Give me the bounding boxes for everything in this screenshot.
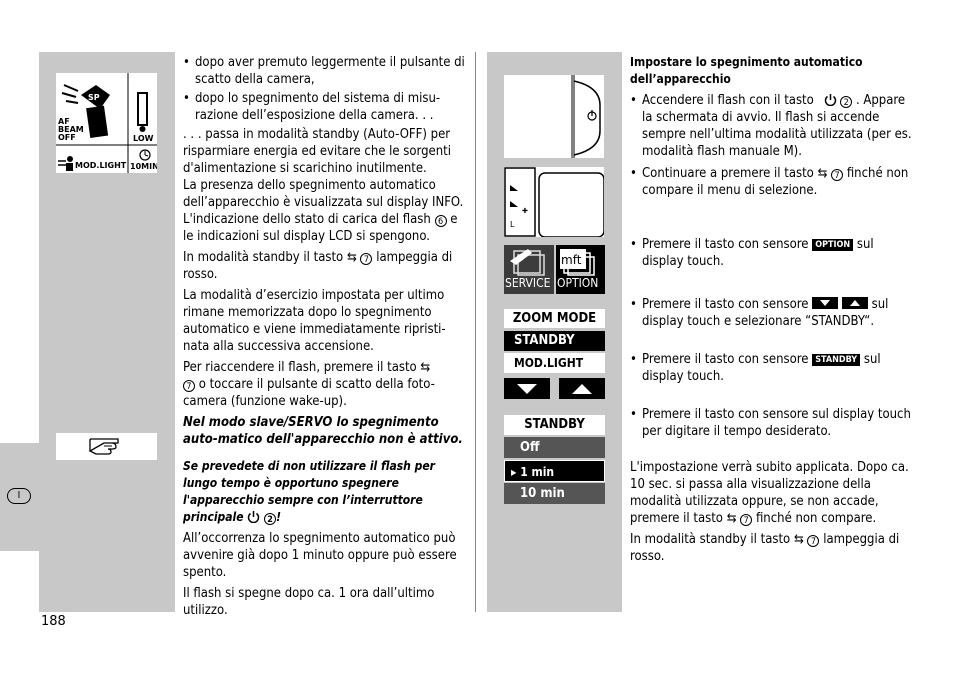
key-number-badge: 2 [840,96,852,108]
list-item: • Premere il tasto con sensore STANDBY sul display touch. [630,351,912,385]
paragraph: La presenza dello spegnimento automatico dell’apparecchio è visualizzata sul display INFO. [183,178,464,210]
paragraph: L'impostazione verrà subito applicata. Dopo ca. 10 sec. si passa alla visualizzazione della modalità utilizzata oppure, se non accade, premere il tasto ⇆ 7 finché non compare. [630,460,909,526]
key-number-badge: 7 [831,169,843,181]
paragraph: La modalità d’esercizio impostata per ultimo rimane memorizzata dopo lo spegnimento automatico e viene immediatamente ripristi-nata alla successiva accensione. [183,288,446,354]
mft-label: mft [561,253,582,267]
note-slave-mode: Nel modo slave/SERVO lo spegnimento auto-matico dell'apparecchio non è attivo. [183,415,463,447]
key-number-badge: 7 [360,253,372,265]
option-stack-icon [556,245,605,277]
battery-low-icon [133,93,154,143]
option-ten-min-label: 10 min [520,486,565,501]
option-key-badge: OPTION [812,239,853,251]
selected-arrow-icon: ▸ [511,465,517,479]
timer-icon [130,150,157,171]
standby-menu-item[interactable]: STANDBY [504,331,605,351]
paragraph: . . . passa in modalità standby (Auto-OFF) per risparmiare energia ed evitare che le sorgenti d'alimentazione si scarichino inutilmente. [183,127,452,176]
paragraph: L'indicazione dello stato di carica del flash 6 e le indicazioni sul display LCD si spengono. [183,212,458,244]
power-icon [824,93,837,106]
sp-label: SP [88,93,100,102]
option-icon-tile [556,245,605,294]
standby-key-badge: STANDBY [812,354,860,366]
list-item: • Premere il tasto con sensore OPTION sul display touch. [630,236,912,270]
list-item: • dopo aver premuto leggermente il pulsante di scatto della camera, [183,54,468,88]
column-1-text [183,54,468,619]
option-label: OPTION [557,276,599,290]
service-icon-tile [504,245,554,294]
arrows-icon: ⇆ [793,532,804,547]
paragraph: Il flash si spegne dopo ca. 1 ora dall’ultimo utilizzo. [183,586,435,618]
list-item: • dopo lo spegnimento del sistema di misu-razione dell’esposizione della camera. . . [183,90,468,124]
triangle-down-icon [504,378,550,399]
svg-text:AF: AF [58,117,70,126]
column-2-text [630,54,912,565]
key-number-badge: 6 [435,215,447,227]
paragraph: In modalità standby il tasto ⇆ 7 lampeggia di rosso. [183,250,453,282]
list-item: • Premere il tasto con sensore sul display touch e selezionare “STANDBY“. [630,296,912,330]
up-arrow-button[interactable] [559,378,605,399]
svg-text:OFF: OFF [58,133,76,142]
language-tab-label: I [17,490,21,501]
option-one-min-label: 1 min [520,465,555,479]
svg-text:L: L [510,220,515,229]
page-number: 188 [41,614,66,629]
pointing-hand-icon [56,433,157,460]
key-number-badge: 7 [183,380,195,392]
ten-min-label: 10MIN [130,162,157,171]
list-item: • Accendere il flash con il tasto 2 . Appare la schermata di avvio. Il flash si accende sempre nell’ultima modalità utilizzata (per es. modalità flash manuale M). [630,92,912,160]
svg-text:✚: ✚ [522,207,528,215]
down-key-icon [812,297,838,309]
flash-icons-graphic [56,73,157,173]
paragraph: In modalità standby il tasto ⇆ 7 lampeggia di rosso. [630,532,900,564]
arrows-icon: ⇆ [817,166,828,181]
arrows-icon: ⇆ [420,360,431,375]
key-number-badge: 7 [740,514,752,526]
zoom-mode-item[interactable]: ZOOM MODE [504,309,605,328]
mod-light-icon [58,156,127,171]
device-front-illustration [504,75,604,158]
low-label: LOW [133,134,154,143]
power-icon [247,510,260,523]
mod-light-label: MOD.LIGHT [75,161,127,170]
device-side-illustration [504,167,604,237]
arrows-icon: ⇆ [726,511,737,526]
note-long-storage: Se prevedete di non utilizzare il flash per lungo tempo è opportuno spegnere l'apparecchio sempre con l’interruttore principale 2 ! [183,459,435,525]
key-number-badge: 7 [807,535,819,547]
down-arrow-button[interactable] [504,378,550,399]
option-ten-min[interactable] [504,483,605,504]
list-item: • Premere il tasto con sensore sul display touch per digitare il tempo desiderato. [630,406,912,440]
triangle-up-icon [559,378,605,399]
conditions-list [183,54,468,124]
list-item: • Continuare a premere il tasto ⇆ 7 finché non compare il menu di selezione. [630,165,912,199]
standby-title: STANDBY [504,415,605,435]
option-off-label: Off [520,440,540,455]
service-label: SERVICE [505,276,551,290]
paragraph: Per riaccendere il flash, premere il tasto ⇆ 7 o toccare il pulsante di scatto della foto-camera (funzione wake-up). [183,360,435,409]
paragraph: All’occorrenza lo spegnimento automatico può avvenire già dopo 1 minuto oppure può essere spento. [183,531,457,580]
column-divider-line [475,52,476,612]
note-hand-box [56,433,157,460]
mod-light-menu-item[interactable]: MOD.LIGHT [504,353,605,373]
up-key-icon [842,297,868,309]
flash-icons-box [56,73,157,173]
language-tab [7,488,31,504]
key-number-badge: 2 [264,513,276,525]
svg-text:BEAM: BEAM [58,125,84,134]
arrows-icon: ⇆ [346,250,357,265]
option-one-min[interactable] [504,460,605,482]
option-off[interactable] [504,437,605,458]
wrench-icon [504,245,554,277]
section-heading: Impostare lo spegnimento automatico dell’apparecchio [630,55,863,86]
